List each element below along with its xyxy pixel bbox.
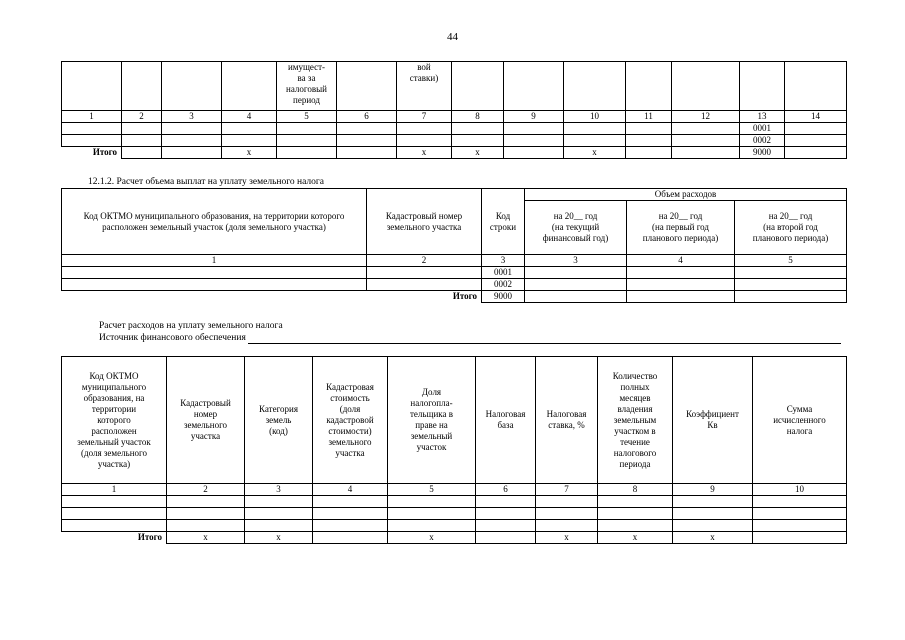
col-number: 6 [337,111,397,123]
table-land-tax-calculation [61,356,847,544]
funding-source-line [248,333,841,344]
header-year-plan-1: на 20__ год (на первый год планового периода) [627,201,735,255]
total-row: Итого x x x x x x [62,532,847,544]
total-code: 9000 [740,147,785,159]
table-row [62,508,847,520]
table-land-tax-payments [61,188,847,303]
total-label: Итого [62,291,482,303]
header-cell: Количество полных месяцев владения земельным участком в течение налогового периода [598,357,673,484]
header-cell: Налоговая ставка, % [536,357,598,484]
table-row [62,135,847,147]
table-continuation [61,61,847,159]
header-cell: имущест- ва за налоговый период [277,62,337,111]
col-number: 10 [564,111,626,123]
col-number: 1 [62,111,122,123]
total-row [62,291,847,303]
table-header-row [62,62,847,111]
page-number: 44 [447,31,458,43]
col-number: 3 [162,111,222,123]
header-cell: Кадастровый номер земельного участка [167,357,245,484]
table-row [62,520,847,532]
col-number: 8 [452,111,504,123]
col-number: 13 [740,111,785,123]
header-cell: Коэффициент Кв [673,357,753,484]
total-row: Итого x x x x 9000 [62,147,847,159]
section-caption: 12.1.2. Расчет объема выплат на уплату земельного налога [88,177,325,187]
header-year-current: на 20__ год (на текущий финансовый год) [525,201,627,255]
col-number: 7 [397,111,452,123]
col-number: 2 [122,111,162,123]
table-header-row [62,357,847,484]
table-row [62,496,847,508]
table-row [62,279,847,291]
row-code: 0001 [482,267,525,279]
table-row [62,123,847,135]
header-cell: Кадастровая стоимость (доля кадастровой стоимости) земельного участка [313,357,388,484]
funding-source-label: Источник финансового обеспечения [99,333,246,343]
col-number: 12 [672,111,740,123]
column-number-row: 1 2 3 4 5 6 7 8 9 10 [62,484,847,496]
header-cell: Сумма исчисленного налога [753,357,847,484]
total-label: Итого [62,147,122,159]
header-cell: вой ставки) [397,62,452,111]
header-cell: Категория земель (код) [245,357,313,484]
row-code: 0001 [740,123,785,135]
header-expenses: Объем расходов [525,189,847,201]
table-row [62,267,847,279]
total-label: Итого [62,532,167,544]
funding-source-field [99,333,841,344]
header-cell: Код ОКТМО муниципального образования, на территории которого расположен земельный участок (доля земельного участка) [62,357,167,484]
calc-title: Расчет расходов на уплату земельного налога [99,321,283,331]
total-code: 9000 [482,291,525,303]
col-number: 5 [277,111,337,123]
header-cell: Доля налогопла- тельщика в праве на земельный участок [388,357,476,484]
column-number-row [62,111,847,123]
col-number: 11 [626,111,672,123]
column-number-row: 1 2 3 3 4 5 [62,255,847,267]
header-cell: Налоговая база [476,357,536,484]
col-number: 9 [504,111,564,123]
header-cadastral: Кадастровый номер земельного участка [367,189,482,255]
header-oktmo: Код ОКТМО муниципального образования, на территории которого расположен земельный участок (доля земельного участка) [62,189,367,255]
row-code: 0002 [740,135,785,147]
header-year-plan-2: на 20__ год (на второй год планового периода) [735,201,847,255]
row-code: 0002 [482,279,525,291]
col-number: 4 [222,111,277,123]
col-number: 14 [785,111,847,123]
header-code: Код строки [482,189,525,255]
